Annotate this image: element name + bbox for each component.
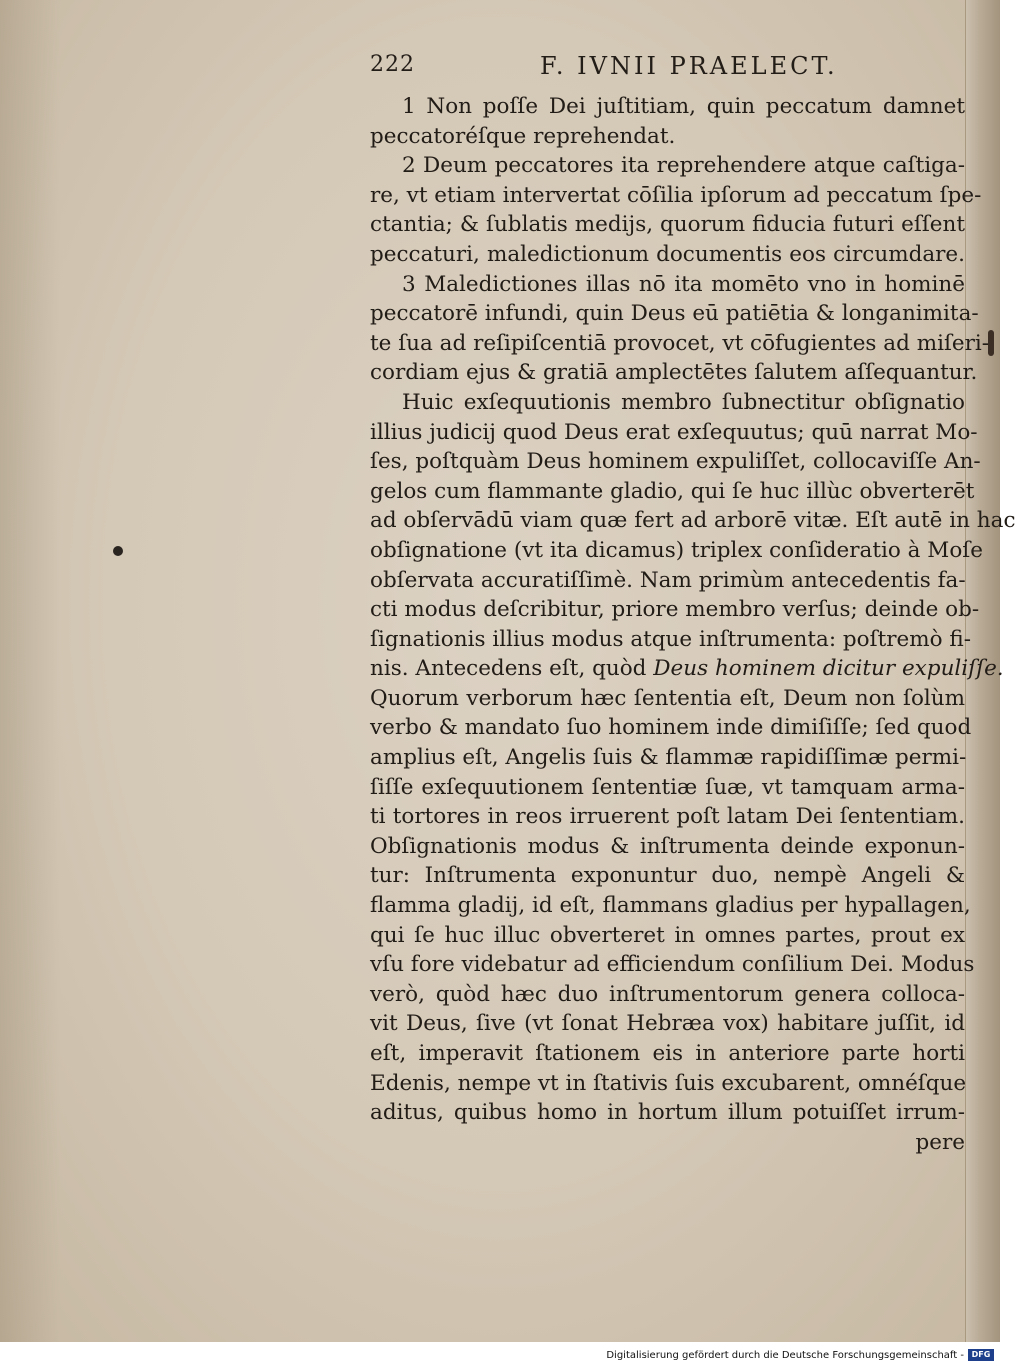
ink-dot — [113, 546, 123, 556]
text-line-content: qui ſe huc illuc obverteret in omnes partes, prout ex — [370, 922, 965, 948]
text-line-content: vit Deus, ſive (vt ſonat Hebræa vox) habitare juſſit, id — [370, 1011, 965, 1037]
text-line — [370, 595, 980, 625]
text-line — [370, 447, 981, 477]
text-line — [370, 950, 975, 980]
text-line — [370, 210, 965, 240]
text-line — [370, 861, 965, 891]
italic-phrase: Deus hominem dicitur expuliſſe. — [653, 656, 1004, 682]
text-line — [370, 891, 971, 921]
text-line-content: obſignatione (vt ita dicamus) triplex conſideratio à Moſe — [370, 537, 983, 563]
text-line-content: ſignationis illius modus atque inſtrumenta: poſtremò fi- — [370, 626, 971, 652]
text-line — [370, 832, 965, 862]
text-line — [370, 566, 965, 596]
text-line — [370, 181, 982, 211]
text-line-content: aditus, quibus homo in hortum illum potuiſſet irrum- — [370, 1100, 965, 1126]
text-line-content: amplius eſt, Angelis ſuis & flammæ rapidiſſimæ permi- — [370, 745, 967, 771]
page-number: 222 — [370, 52, 415, 77]
text-line — [370, 240, 965, 270]
text-line-content: tur: Inſtrumenta exponuntur duo, nempè Angeli & — [370, 863, 965, 889]
text-line-content: 3 Maledictiones illas nō ita momēto vno in hominē — [402, 271, 965, 297]
text-line-content: nis. Antecedens eſt, quòd — [370, 656, 647, 682]
text-line — [370, 506, 1015, 536]
funding-notice: Digitalisierung gefördert durch die Deutsche Forschungsgemeinschaft - — [606, 1350, 964, 1361]
text-line-content: vſu fore videbatur ad efficiendum conſilium Dei. Modus — [370, 952, 975, 978]
text-line-content: illius judicij quod Deus erat exſequutus; quū narrat Mo- — [370, 419, 978, 445]
text-line — [370, 388, 965, 418]
text-line — [370, 1098, 965, 1128]
text-line-content: ctantia; & ſublatis medijs, quorum fiducia futuri eſſent — [370, 212, 965, 238]
text-line — [370, 713, 972, 743]
text-line-content: flamma gladij, id eſt, flammans gladius per hypallagen, — [370, 893, 971, 919]
text-line — [370, 654, 1004, 684]
text-line-content: peccatoréſque reprehendat. — [370, 123, 676, 149]
text-line — [370, 980, 965, 1010]
catchword: pere — [915, 1129, 965, 1155]
text-line-content: ſiſſe exſequutionem ſententiæ ſuæ, vt tamquam arma- — [370, 774, 965, 800]
text-line-content: Quorum verborum hæc ſententia eſt, Deum non ſolùm — [370, 685, 965, 711]
text-line-content: Edenis, nempe vt in ſtativis ſuis excubarent, omnéſque — [370, 1070, 967, 1096]
text-line — [370, 418, 978, 448]
text-line-content: ti tortores in reos irruerent poſt latam Dei ſententiam. — [370, 804, 965, 830]
text-line-content: ſes, poſtquàm Deus hominem expuliſſet, collocaviſſe An- — [370, 449, 981, 475]
text-line-content: Huic exſequutionis membro ſubnectitur obſignatio — [402, 389, 965, 415]
text-line — [370, 921, 965, 951]
body-text — [370, 92, 1015, 1157]
text-line-content: gelos cum flammante gladio, qui ſe huc illùc obverterēt — [370, 478, 975, 504]
text-line — [370, 92, 965, 122]
text-line-content: ad obſervādū viam quæ fert ad arborē vitæ. Eſt autē in hac — [370, 508, 1015, 534]
text-line-content: obſervata accuratiſſimè. Nam primùm antecedentis fa- — [370, 567, 966, 593]
running-head — [370, 52, 965, 86]
text-line — [370, 625, 971, 655]
dfg-logo: DFG — [968, 1349, 994, 1361]
text-line — [370, 151, 965, 181]
page-gutter-shadow — [0, 0, 60, 1342]
text-line — [370, 270, 965, 300]
text-line — [370, 477, 975, 507]
text-line-content: peccatorē infundi, quin Deus eū patiētia & longanimita- — [370, 301, 979, 327]
text-line-content: 1 Non poſſe Dei juſtitiam, quin peccatum damnet — [402, 94, 965, 119]
text-line-content: verò, quòd hæc duo inſtrumentorum genera colloca- — [370, 981, 965, 1007]
text-line — [370, 802, 965, 832]
text-line — [370, 122, 965, 152]
text-line — [370, 684, 965, 714]
text-line-content: re, vt etiam intervertat cōſilia ipſorum ad peccatum ſpe- — [370, 182, 982, 208]
text-line — [370, 773, 965, 803]
text-line-content: cordiam ejus & gratiā amplectētes ſalutem aſſequantur. — [370, 360, 978, 386]
text-line-content: cti modus deſcribitur, priore membro verſus; deinde ob- — [370, 597, 980, 623]
text-line — [370, 1039, 965, 1069]
text-line-content: verbo & mandato ſuo hominem inde dimiſiſſe; ſed quod — [370, 715, 972, 741]
text-line-content: te ſua ad reſipiſcentiā provocet, vt cōfugientes ad miſeri- — [370, 330, 990, 356]
text-line-content: eſt, imperavit ſtationem eis in anteriore parte horti — [370, 1041, 965, 1066]
text-line — [370, 358, 978, 388]
text-line — [370, 1069, 965, 1099]
text-line — [370, 299, 979, 329]
text-line — [370, 743, 965, 773]
text-line — [370, 1009, 965, 1039]
text-line — [370, 536, 983, 566]
running-title: F. IVNII PRAELECT. — [540, 52, 838, 80]
text-line-content: Obſignationis modus & inſtrumenta deinde exponun- — [370, 833, 965, 859]
text-line-content: 2 Deum peccatores ita reprehendere atque caſtiga- — [402, 153, 965, 179]
text-line-content: peccaturi, maledictionum documentis eos circumdare. — [370, 241, 965, 267]
text-line — [370, 329, 990, 359]
